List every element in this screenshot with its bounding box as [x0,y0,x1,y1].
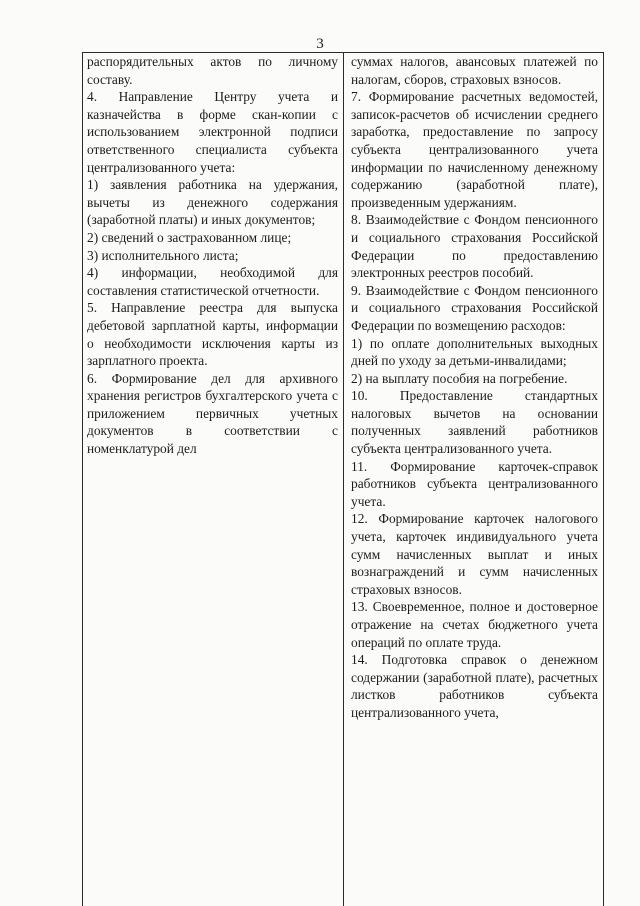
right-item: 10. Предоставление стандартных налоговых вычетов на основании полученных заявлений работников субъекта централизованного учета. [351,388,598,457]
right-item: 1) по оплате дополнительных выходных дней по уходу за детьми-инвалидами; [351,335,598,369]
left-item: распорядительных актов по личному составу. [87,54,338,87]
right-column [344,53,603,906]
functions-table [82,52,604,906]
right-item: 12. Формирование карточек налогового учета, карточек индивидуального учета сумм начисленных выплат и иных вознаграждений и сумм начисленных страховых взносов. [351,511,598,597]
right-item: 9. Взаимодействие с Фондом пенсионного и социального страхования Российской Федерации по возмещению расходов: [351,282,598,333]
left-item: 2) сведений о застрахованном лице; [87,229,292,245]
right-item: 11. Формирование карточек-справок работников субъекта централизованного учета. [351,458,598,509]
left-item: 4. Направление Центру учета и казначейства в форме скан-копии с использованием электронной подписи ответственного специалиста субъекта централизованного учета: [87,89,338,175]
right-item: 14. Подготовка справок о денежном содержании (заработной плате), расчетных листков работников субъекта централизованного учета, [351,652,598,720]
right-item: 7. Формирование расчетных ведомостей, записок-расчетов об исчислении среднего заработка, предоставление по запросу субъекта централизованного учета информации по начисленному денежному содержанию (заработной плате), произведенным удержаниям. [351,89,598,210]
left-item: 3) исполнительного листа; [87,247,239,263]
left-item: 6. Формирование дел для архивного хранения регистров бухгалтерского учета с приложением первичных учетных документов в соответствии с номенклатурой дел [87,370,338,457]
right-item: суммах налогов, авансовых платежей по налогам, сборов, страховых взносов. [351,54,598,87]
page-number: 3 [316,36,324,52]
left-column [83,53,344,906]
right-item: 2) на выплату пособия на погребение. [351,370,568,386]
left-item: 4) информации, необходимой для составления статистической отчетности. [87,265,338,298]
left-item: 1) заявления работника на удержания, вычеты из денежного содержания (заработной платы) и иных документов; [87,177,338,228]
left-item: 5. Направление реестра для выпуска дебетовой зарплатной карты, информации о необходимости исключения карты из зарплатного проекта. [87,300,338,369]
right-item: 13. Своевременное, полное и достоверное отражение на счетах бюджетного учета операций по оплате труда. [351,599,598,650]
right-item: 8. Взаимодействие с Фондом пенсионного и социального страхования Российской Федерации по предоставлению электронных реестров пособий. [351,212,598,281]
